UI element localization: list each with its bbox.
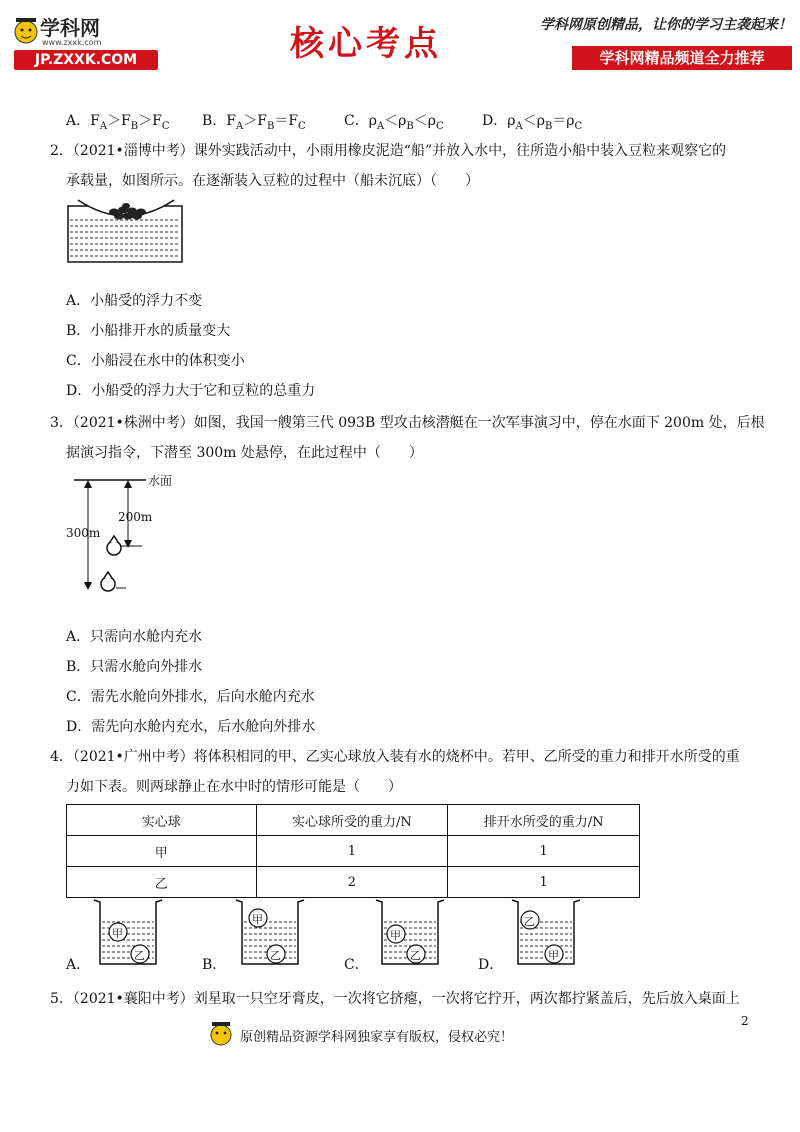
figure-depth2-label: 300m bbox=[66, 526, 101, 540]
q1-option-c: C．$\rho_A<\rho_B<\rho_C$ bbox=[344, 113, 444, 132]
header-title: 核心考点 bbox=[290, 24, 442, 64]
footer-copyright: 原创精品资源学科网独家享有版权，侵权必究！ bbox=[240, 1030, 514, 1045]
q4-stem-line1: 4．（2021•广州中考）将体积相同的甲、乙实心球放入装有水的烧杯中。若甲、乙所受的重力和排开水所受的重 bbox=[50, 749, 740, 765]
q5-stem-line1: 5．（2021•襄阳中考）刘星取一只空牙膏皮，一次将它挤瘪，一次将它拧开，两次都拧紧盖后，先后放入桌面上 bbox=[50, 991, 740, 1007]
q1-option-d: D．$\rho_A<\rho_B=\rho_C$ bbox=[482, 113, 583, 132]
table-row bbox=[67, 836, 640, 867]
beaker-a bbox=[90, 896, 170, 968]
ball-label: 甲 bbox=[548, 949, 559, 962]
table-row bbox=[67, 867, 640, 898]
q3-stem-line2: 据演习指令，下潜至 300m 处悬停，在此过程中（ ） bbox=[66, 445, 423, 461]
logo-name: 学科网 bbox=[40, 16, 100, 40]
q4-option-c: C． bbox=[344, 957, 369, 973]
table-cell: 乙 bbox=[67, 867, 257, 898]
logo-url: www.zxxk.com bbox=[42, 38, 102, 47]
q4-option-b: B． bbox=[202, 957, 227, 973]
ball-label: 甲 bbox=[252, 913, 263, 926]
q1-option-b: B．$F_A>F_B=F_C$ bbox=[202, 113, 306, 132]
table-cell: 1 bbox=[448, 867, 640, 898]
table-header-cell: 实心球所受的重力/N bbox=[256, 805, 448, 836]
ball-label: 乙 bbox=[270, 949, 281, 962]
figure-surface-label: 水面 bbox=[148, 474, 173, 488]
ball-label: 甲 bbox=[390, 929, 401, 942]
boat-figure bbox=[66, 196, 186, 266]
table-cell: 甲 bbox=[67, 836, 257, 867]
q2-stem-line2: 承载量，如图所示。在逐渐装入豆粒的过程中（船未沉底）（ ） bbox=[66, 173, 479, 189]
header-slogan: 学科网原创精品，让你的学习主袭起来！ bbox=[540, 17, 792, 33]
q4-option-d: D． bbox=[478, 957, 504, 973]
q2-option-a: A．小船受的浮力不变 bbox=[66, 293, 203, 309]
footer-mascot-icon bbox=[208, 1016, 236, 1050]
q2-option-b: B．小船排开水的质量变大 bbox=[66, 323, 231, 339]
table-cell: 1 bbox=[448, 836, 640, 867]
header-channel-badge: 学科网精品频道全力推荐 bbox=[572, 46, 792, 70]
table-header-row bbox=[67, 805, 640, 836]
q2-option-c: C．小船浸在水中的体积变小 bbox=[66, 353, 245, 369]
ball-label: 乙 bbox=[524, 915, 535, 928]
page-number: 2 bbox=[741, 1014, 749, 1028]
table-cell: 2 bbox=[256, 867, 448, 898]
q4-option-a: A． bbox=[66, 957, 91, 973]
ball-label: 乙 bbox=[134, 949, 145, 962]
mascot-icon bbox=[12, 10, 42, 50]
submarine-lower-icon bbox=[101, 572, 115, 591]
logo-badge: JP.ZXXK.COM bbox=[14, 50, 158, 70]
table-header-cell: 实心球 bbox=[67, 805, 257, 836]
table-cell: 1 bbox=[256, 836, 448, 867]
q1-option-a: A．$F_A>F_B>F_C$ bbox=[66, 113, 170, 132]
q2-option-d: D．小船受的浮力大于它和豆粒的总重力 bbox=[66, 383, 316, 399]
submarine-upper-icon bbox=[107, 536, 121, 555]
q3-stem-line1: 3．（2021•株洲中考）如图，我国一艘第三代 093B 型攻击核潜艇在一次军事演习中，停在水面下 200m 处，后根 bbox=[50, 415, 765, 431]
table-header-cell: 排开水所受的重力/N bbox=[448, 805, 640, 836]
q3-option-c: C．需先水舱向外排水，后向水舱内充水 bbox=[66, 689, 315, 705]
q2-stem-line1: 2．（2021•淄博中考）课外实践活动中，小雨用橡皮泥造“船”并放入水中，往所造小船中装入豆粒来观察它的 bbox=[50, 143, 727, 159]
q4-stem-line2: 力如下表。则两球静止在水中时的情形可能是（ ） bbox=[66, 779, 402, 795]
q3-option-d: D．需先向水舱内充水，后水舱向外排水 bbox=[66, 719, 316, 735]
ball-label: 乙 bbox=[410, 949, 421, 962]
q3-option-a: A．只需向水舱内充水 bbox=[66, 629, 203, 645]
q3-option-b: B．只需水舱向外排水 bbox=[66, 659, 203, 675]
ball-label: 甲 bbox=[112, 927, 123, 940]
figure-depth1-label: 200m bbox=[118, 510, 153, 524]
ball-table bbox=[66, 804, 640, 898]
